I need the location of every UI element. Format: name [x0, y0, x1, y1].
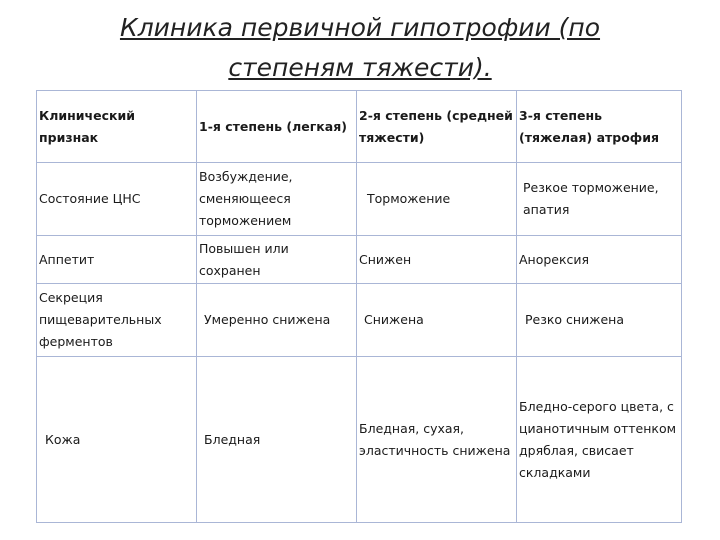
page-title: Клиника первичной гипотрофии (по степеням тяжести). — [119, 13, 601, 82]
header-cell: Клинический признак — [37, 91, 197, 163]
table-row — [37, 163, 682, 236]
table-cell: Аппетит — [37, 236, 197, 284]
table-cell: Состояние ЦНС — [37, 163, 197, 236]
table-cell: Возбуждение, сменяющееся торможением — [197, 163, 357, 236]
table-cell: Повышен или сохранен — [197, 236, 357, 284]
header-cell: 1-я степень (легкая) — [197, 91, 357, 163]
table-cell: Бледно-серого цвета, с цианотичным оттенком дряблая, свисает складками — [517, 357, 682, 523]
table-row — [37, 357, 682, 523]
table-cell: Бледная, сухая, эластичность снижена — [357, 357, 517, 523]
table-cell: Резкое торможение, апатия — [517, 163, 682, 236]
table-cell: Торможение — [357, 163, 517, 236]
table-header-row — [37, 91, 682, 163]
table-cell: Анорексия — [517, 236, 682, 284]
table-cell: Снижен — [357, 236, 517, 284]
table-cell: Резко снижена — [517, 284, 682, 357]
table-cell: Умеренно снижена — [197, 284, 357, 357]
header-cell: 2-я степень (средней тяжести) — [357, 91, 517, 163]
table-cell: Секреция пищеварительных ферментов — [37, 284, 197, 357]
table-row — [37, 284, 682, 357]
table-cell: Бледная — [197, 357, 357, 523]
header-cell: 3-я степень (тяжелая) атрофия — [517, 91, 682, 163]
table-cell: Кожа — [37, 357, 197, 523]
table-cell: Снижена — [357, 284, 517, 357]
table-row — [37, 236, 682, 284]
severity-table — [36, 90, 682, 523]
